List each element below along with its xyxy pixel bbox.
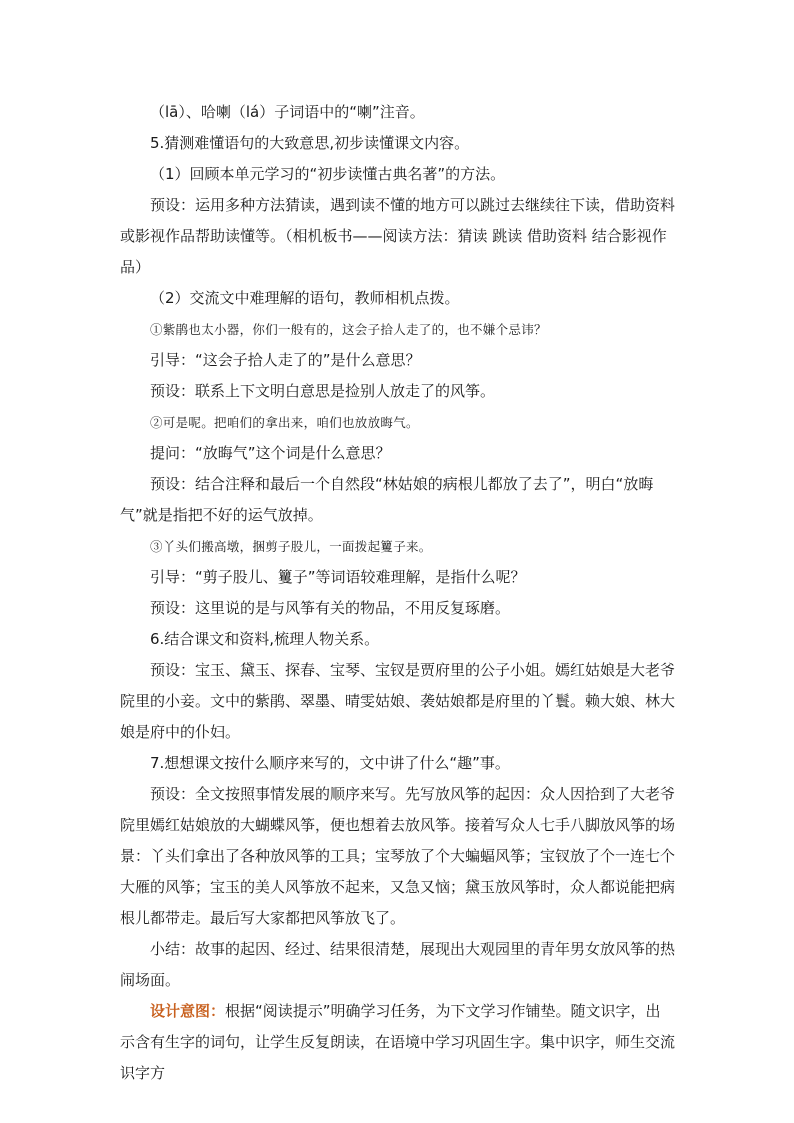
design-intent-text: 根据“阅读提示”明确学习任务，为下文学习作铺垫。随文识字，出示含有生字的词句，让学生反复朗读，在语境中学习巩固生字。集中识字，师生交流识字方 — [120, 1002, 676, 1082]
paragraph-preset-characters: 预设：宝玉、黛玉、探春、宝琴、宝钗是贾府里的公子小姐。嫣红姑娘是大老爷院里的小妾。文中的紫鹃、翠墨、晴雯姑娘、袭姑娘都是府里的丫鬟。赖大娘、林大娘是府中的仆妇。 — [120, 661, 676, 741]
document-body — [120, 97, 675, 1089]
paragraph-preset-2: 预设：结合注释和最后一个自然段“林姑娘的病根儿都放了去了”，明白“放晦气”就是指把不好的运气放掉。 — [120, 475, 654, 524]
quote-sentence-2: ②可是呢。把咱们的拿出来，咱们也放放晦气。 — [150, 415, 419, 430]
paragraph-preset-methods: 预设：运用多种方法猜读，遇到读不懂的地方可以跳过去继续往下读，借助资料或影视作品帮助读懂等。（相机板书——阅读方法：猜读 跳读 借助资料 结合影视作品） — [120, 196, 676, 276]
paragraph-step-5-2: （2）交流文中难理解的语句，教师相机点拨。 — [150, 289, 460, 307]
paragraph-pinyin-note: （lā）、哈喇（lá）子词语中的“喇”注音。 — [150, 103, 425, 121]
quote-sentence-3: ③丫头们搬高墩，捆剪子股儿，一面拨起籰子来。 — [150, 539, 432, 554]
paragraph-preset-3: 预设：这里说的是与风筝有关的物品，不用反复琢磨。 — [150, 599, 511, 617]
paragraph-step-5-1: （1）回顾本单元学习的“初步读懂古典名著”的方法。 — [150, 165, 506, 183]
design-intent-label: 设计意图： — [150, 1002, 226, 1020]
paragraph-question-2: 提问：“放晦气”这个词是什么意思？ — [150, 444, 391, 462]
paragraph-step-7: 7.想想课文按什么顺序来写的，文中讲了什么“趣”事。 — [150, 754, 510, 772]
paragraph-design-intent — [120, 996, 675, 1089]
paragraph-guide-3: 引导：“剪子股儿、籰子”等词语较难理解，是指什么呢？ — [150, 568, 526, 586]
quote-sentence-1: ①紫鹃也太小器，你们一般有的，这会子拾人走了的，也不嫌个忌讳？ — [150, 322, 547, 337]
paragraph-step-6: 6.结合课文和资料,梳理人物关系。 — [150, 630, 380, 648]
paragraph-preset-sequence: 预设：全文按照事情发展的顺序来写。先写放风筝的起因：众人因拾到了大老爷院里嫣红姑娘放的大蝴蝶风筝，便也想着去放风筝。接着写众人七手八脚放风筝的场景：丫头们拿出了各种放风筝的工具；宝琴放了个大蝙蝠风筝；宝钗放了个一连七个大雁的风筝；宝玉的美人风筝放不起来，又急又恼；黛玉放风筝时，众人都说能把病根儿都带走。最后写大家都把风筝放飞了。 — [120, 785, 676, 927]
paragraph-preset-1: 预设：联系上下文明白意思是捡别人放走了的风筝。 — [150, 382, 496, 400]
paragraph-guide-1: 引导：“这会子拾人走了的”是什么意思？ — [150, 351, 421, 369]
paragraph-step-5: 5.猜测难懂语句的大致意思,初步读懂课文内容。 — [150, 134, 470, 152]
paragraph-summary: 小结：故事的起因、经过、结果很清楚，展现出大观园里的青年男女放风筝的热闹场面。 — [120, 940, 676, 989]
